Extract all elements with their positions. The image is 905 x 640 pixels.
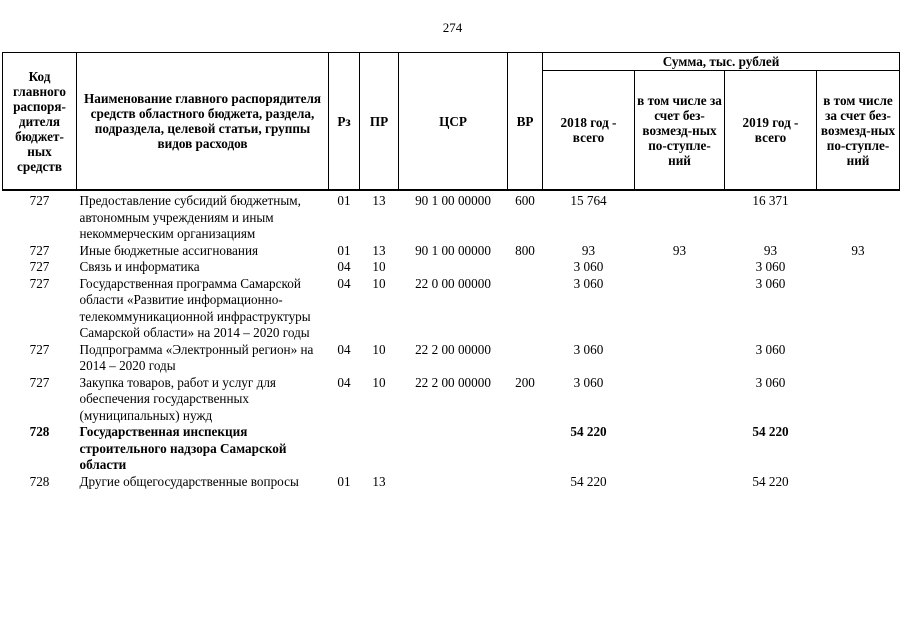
cell-name: Закупка товаров, работ и услуг для обеспечения государственных (муниципальных) нужд [79,374,276,423]
cell-code: 727 [29,341,50,357]
cell-2019-total: 16 371 [752,193,789,208]
header-name: Наименование главного распорядителя средств областного бюджета, раздела, подраздела, целевой статьи, группы видов расходов [77,53,329,191]
cell-rz: 01 [337,242,351,258]
cell-csr: 90 1 00 00000 [415,193,491,208]
table-row [3,243,900,260]
cell-2019-free [817,375,900,425]
table-row [3,342,900,375]
cell-vr: 600 [515,193,535,208]
cell-pr: 13 [372,242,386,258]
cell-2018-total: 3 060 [573,374,604,390]
table-row [3,276,900,342]
cell-2018-total: 93 [581,242,596,258]
cell-name: Государственная программа Самарской области «Развитие информационно-телекоммуникационной инфраструктуры Самарской области» на 2014 – 2020 годы [79,275,311,340]
cell-2019-free [817,259,900,276]
cell-csr: 22 2 00 00000 [415,374,491,390]
header-csr: ЦСР [399,53,508,191]
cell-2019-total: 3 060 [755,374,786,390]
header-sum-group: Сумма, тыс. рублей [543,53,900,71]
cell-name: Другие общегосударственные вопросы [79,473,299,489]
cell-2018-free [635,474,725,491]
cell-vr [508,342,543,375]
cell-pr: 10 [372,341,386,357]
cell-2018-free [635,276,725,342]
cell-2019-free [817,190,900,243]
cell-2018-free [635,190,725,243]
cell-2018-free [635,375,725,425]
cell-csr: 22 0 00 00000 [415,275,491,291]
cell-2019-total: 54 220 [752,424,789,439]
cell-code: 727 [29,259,50,274]
header-2018-free: в том числе за счет без-возмезд-ных по-ступле-ний [635,71,725,190]
cell-pr: 13 [372,473,386,489]
cell-vr [508,259,543,276]
cell-code: 727 [29,193,50,208]
cell-2019-free: 93 [851,242,865,258]
cell-2018-free [635,342,725,375]
cell-csr: 22 2 00 00000 [415,341,491,357]
cell-rz: 04 [337,341,351,357]
cell-rz: 04 [337,259,351,274]
cell-2018-total: 15 764 [570,193,607,208]
cell-rz [329,424,360,474]
cell-2018-total: 3 060 [573,275,604,291]
cell-2018-total: 54 220 [570,473,607,489]
cell-vr [508,474,543,491]
cell-csr: 90 1 00 00000 [415,242,491,258]
cell-name: Подпрограмма «Электронный регион» на 2014 – 2020 годы [79,341,314,373]
cell-2019-total: 93 [763,242,778,258]
table-row [3,474,900,491]
cell-2019-free [817,342,900,375]
cell-name: Связь и информатика [79,259,200,274]
budget-table [2,52,900,490]
table-header [3,53,900,191]
cell-2019-total: 3 060 [755,275,786,291]
cell-rz: 04 [337,275,351,291]
header-code: Код главного распоря-дителя бюджет-ных средств [3,53,77,191]
table-row [3,190,900,243]
cell-vr: 200 [515,374,535,390]
header-2019-total: 2019 год - всего [725,71,817,190]
cell-csr [399,474,508,491]
cell-vr [508,424,543,474]
cell-code: 728 [29,424,50,439]
header-2018-total: 2018 год - всего [543,71,635,190]
cell-2018-total: 54 220 [570,424,607,439]
cell-csr [399,259,508,276]
cell-rz: 01 [337,473,351,489]
cell-pr [360,424,399,474]
cell-2019-total: 3 060 [755,341,786,357]
header-vr: ВР [508,53,543,191]
cell-name: Иные бюджетные ассигнования [79,242,259,258]
cell-2018-free [635,259,725,276]
cell-2019-free [817,474,900,491]
cell-rz: 04 [337,374,351,390]
cell-pr: 10 [372,374,386,390]
cell-pr: 13 [372,193,386,208]
cell-rz: 01 [337,193,351,208]
header-rz: Рз [329,53,360,191]
cell-2018-total: 3 060 [573,341,604,357]
cell-2019-total: 3 060 [755,259,786,274]
table-row [3,424,900,474]
cell-code: 727 [29,374,50,390]
cell-code: 727 [29,242,50,258]
cell-2018-free [635,424,725,474]
header-pr: ПР [360,53,399,191]
cell-pr: 10 [372,259,386,274]
table-row [3,259,900,276]
cell-pr: 10 [372,275,386,291]
cell-2018-free: 93 [672,242,687,258]
cell-vr [508,276,543,342]
cell-2019-total: 54 220 [752,473,789,489]
header-2019-free: в том числе за счет без-возмезд-ных по-ступле-ний [817,71,900,190]
cell-2018-total: 3 060 [573,259,604,274]
table-row [3,375,900,425]
cell-csr [399,424,508,474]
cell-code: 727 [29,275,50,291]
cell-name: Предоставление субсидий бюджетным, автономным учреждениям и иным некоммерческим организациям [79,193,301,241]
cell-2019-free [817,424,900,474]
cell-name: Государственная инспекция строительного надзора Самарской области [79,424,287,472]
page-number: 274 [442,20,463,35]
cell-vr: 800 [515,242,535,258]
cell-2019-free [817,276,900,342]
cell-code: 728 [29,473,50,489]
table-body [3,190,900,490]
